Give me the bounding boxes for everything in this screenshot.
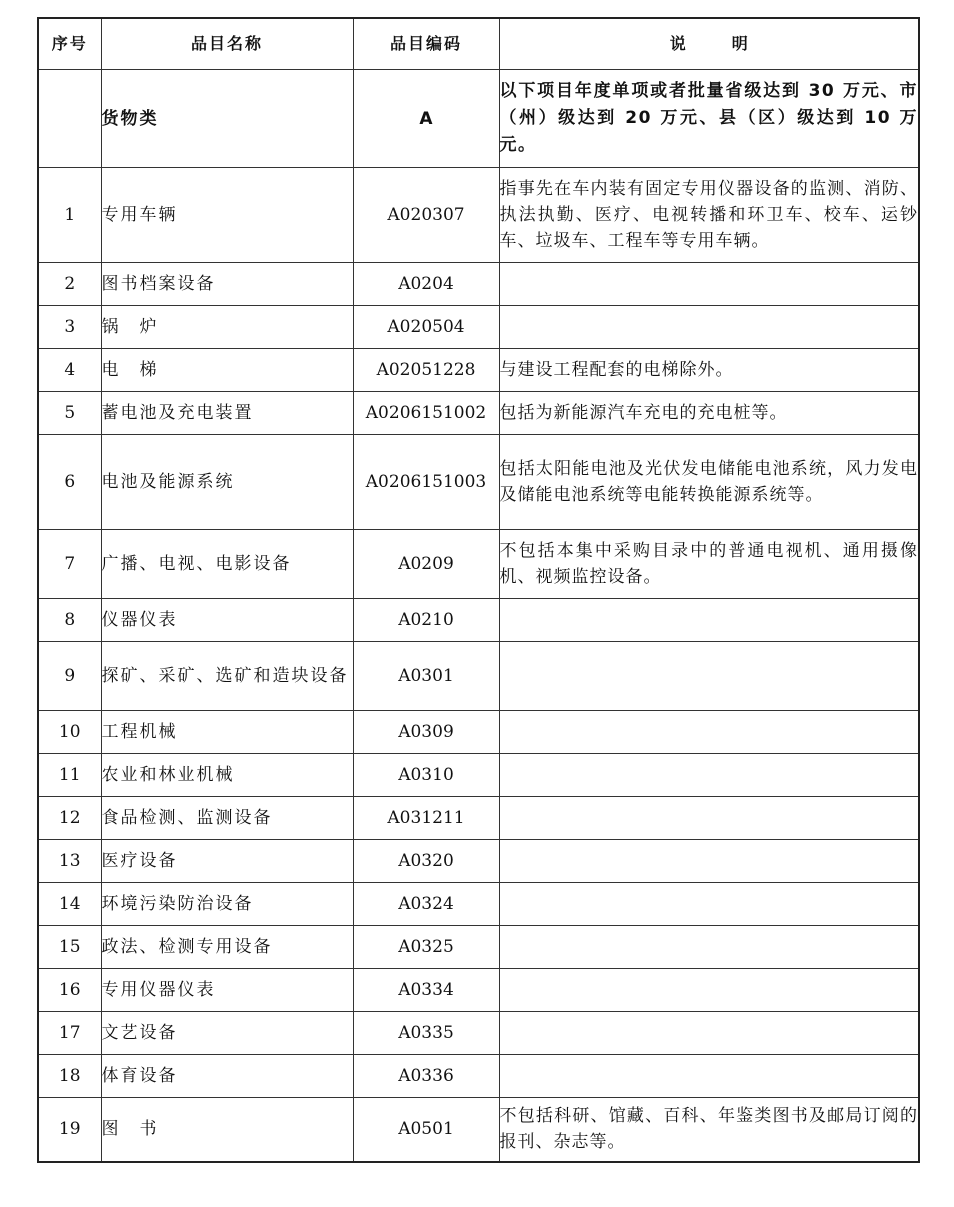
table-row: [38, 599, 919, 642]
row-number: 1: [38, 168, 101, 263]
row-description: [499, 969, 919, 1012]
row-number: 19: [38, 1098, 101, 1162]
row-item-code: A0336: [353, 1055, 499, 1098]
category-number-cell: [38, 70, 101, 168]
row-number: 15: [38, 926, 101, 969]
row-item-code: A0335: [353, 1012, 499, 1055]
row-description: [499, 1012, 919, 1055]
row-item-code: A0310: [353, 754, 499, 797]
row-description: [499, 797, 919, 840]
row-item-name: 体育设备: [101, 1055, 353, 1098]
row-number: 16: [38, 969, 101, 1012]
row-number: 7: [38, 530, 101, 599]
row-item-code: A0325: [353, 926, 499, 969]
table-row: [38, 530, 919, 599]
row-number: 8: [38, 599, 101, 642]
row-number: 2: [38, 263, 101, 306]
row-number: 6: [38, 435, 101, 530]
table-row: [38, 349, 919, 392]
row-description: [499, 754, 919, 797]
row-item-code: A020307: [353, 168, 499, 263]
row-number: 3: [38, 306, 101, 349]
category-description: 以下项目年度单项或者批量省级达到 30 万元、市（州）级达到 20 万元、县（区）级达到 10 万元。: [499, 70, 919, 168]
table-row: [38, 263, 919, 306]
row-number: 10: [38, 711, 101, 754]
row-item-code: A0324: [353, 883, 499, 926]
row-item-code: A0301: [353, 642, 499, 711]
row-number: 13: [38, 840, 101, 883]
row-description: [499, 883, 919, 926]
row-number: 9: [38, 642, 101, 711]
row-number: 18: [38, 1055, 101, 1098]
row-description: 与建设工程配套的电梯除外。: [499, 349, 919, 392]
row-item-name: 图书档案设备: [101, 263, 353, 306]
row-item-code: A031211: [353, 797, 499, 840]
row-description: [499, 599, 919, 642]
table-row: [38, 306, 919, 349]
category-name: 货物类: [101, 70, 353, 168]
row-item-name: 探矿、采矿、选矿和造块设备: [101, 642, 353, 711]
row-description: [499, 1055, 919, 1098]
row-item-code: A0309: [353, 711, 499, 754]
row-item-code: A0206151002: [353, 392, 499, 435]
row-item-name: 电 梯: [101, 349, 353, 392]
table-row: [38, 926, 919, 969]
table-row: [38, 1055, 919, 1098]
row-item-name: 专用车辆: [101, 168, 353, 263]
row-description: 包括为新能源汽车充电的充电桩等。: [499, 392, 919, 435]
table-row: [38, 754, 919, 797]
table-row: [38, 711, 919, 754]
row-description: [499, 642, 919, 711]
row-item-code: A0204: [353, 263, 499, 306]
row-number: 11: [38, 754, 101, 797]
table-header-row: [38, 18, 919, 70]
header-description-label: 说明: [669, 34, 794, 53]
table-row: [38, 840, 919, 883]
category-code: A: [353, 70, 499, 168]
row-item-code: A0209: [353, 530, 499, 599]
row-description: [499, 263, 919, 306]
table-row: [38, 392, 919, 435]
row-item-code: A020504: [353, 306, 499, 349]
table-row: [38, 1012, 919, 1055]
row-item-name: 电池及能源系统: [101, 435, 353, 530]
table-row: [38, 969, 919, 1012]
row-number: 4: [38, 349, 101, 392]
table-row: [38, 883, 919, 926]
row-item-code: A0334: [353, 969, 499, 1012]
table-row: [38, 435, 919, 530]
row-item-code: A02051228: [353, 349, 499, 392]
row-item-code: A0501: [353, 1098, 499, 1162]
table-row: [38, 797, 919, 840]
row-description: 包括太阳能电池及光伏发电储能电池系统，风力发电及储能电池系统等电能转换能源系统等。: [499, 435, 919, 530]
row-item-name: 锅 炉: [101, 306, 353, 349]
header-serial-number: 序号: [38, 18, 101, 70]
procurement-catalog-table: [37, 17, 920, 1163]
row-item-name: 蓄电池及充电装置: [101, 392, 353, 435]
row-item-name: 环境污染防治设备: [101, 883, 353, 926]
category-row: [38, 70, 919, 168]
row-item-name: 工程机械: [101, 711, 353, 754]
row-item-name: 政法、检测专用设备: [101, 926, 353, 969]
row-description: [499, 926, 919, 969]
header-item-name: 品目名称: [101, 18, 353, 70]
row-number: 5: [38, 392, 101, 435]
row-item-name: 广播、电视、电影设备: [101, 530, 353, 599]
row-number: 17: [38, 1012, 101, 1055]
header-item-code: 品目编码: [353, 18, 499, 70]
row-description: 不包括本集中采购目录中的普通电视机、通用摄像机、视频监控设备。: [499, 530, 919, 599]
row-number: 14: [38, 883, 101, 926]
row-description: 不包括科研、馆藏、百科、年鉴类图书及邮局订阅的报刊、杂志等。: [499, 1098, 919, 1162]
row-number: 12: [38, 797, 101, 840]
row-item-name: 仪器仪表: [101, 599, 353, 642]
row-item-name: 图 书: [101, 1098, 353, 1162]
row-item-name: 医疗设备: [101, 840, 353, 883]
row-description: 指事先在车内装有固定专用仪器设备的监测、消防、执法执勤、医疗、电视转播和环卫车、校车、运钞车、垃圾车、工程车等专用车辆。: [499, 168, 919, 263]
row-description: [499, 306, 919, 349]
row-item-name: 农业和林业机械: [101, 754, 353, 797]
row-description: [499, 711, 919, 754]
row-item-name: 专用仪器仪表: [101, 969, 353, 1012]
header-description: [499, 18, 919, 70]
row-item-name: 文艺设备: [101, 1012, 353, 1055]
table-row: [38, 1098, 919, 1162]
row-item-code: A0210: [353, 599, 499, 642]
table-row: [38, 168, 919, 263]
row-item-code: A0320: [353, 840, 499, 883]
table-row: [38, 642, 919, 711]
row-item-code: A0206151003: [353, 435, 499, 530]
row-item-name: 食品检测、监测设备: [101, 797, 353, 840]
row-description: [499, 840, 919, 883]
